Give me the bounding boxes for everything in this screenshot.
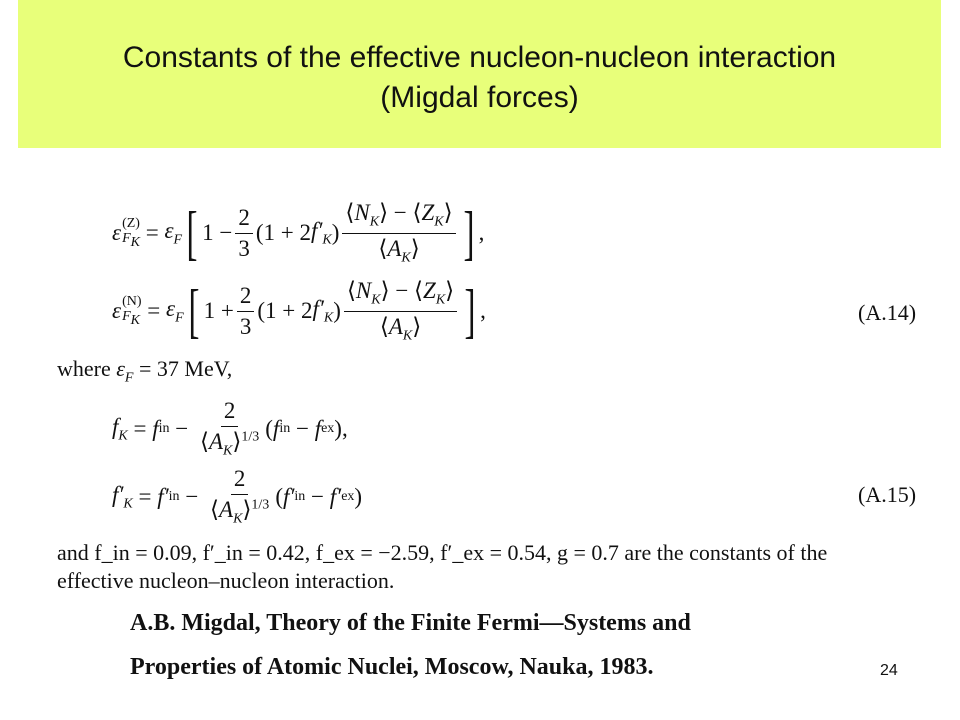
equation-eps-n: ε (N) $F_K$ = $\varepsilon_F$ [ 1 + $\frac{2}{3}$ (1 + 2 $f'_K$ ) $\frac{⟨N_K⟩ - ⟨Z_K⟩}{⟨A_K⟩}$ ] , bbox=[112, 278, 486, 345]
constants-line-2: effective nucleon–nucleon interaction. bbox=[57, 568, 395, 593]
equation-number-a15: (A.15) bbox=[858, 482, 917, 507]
equation-f-k: $f_K$ = f in − $\frac{2}{⟨A_K⟩^{1/3}}$ ( f in − f ex ), bbox=[112, 398, 348, 459]
equation-number-a14: (A.14) bbox=[858, 300, 917, 325]
title-line-2: (Migdal forces) bbox=[380, 81, 579, 114]
slide-title bbox=[18, 38, 941, 118]
where-line: where $\varepsilon_F = 37$ MeV, bbox=[57, 356, 233, 386]
reference-line-1: A.B. Migdal, Theory of the Finite Fermi—Systems and bbox=[130, 610, 691, 636]
reference-line-2: Properties of Atomic Nuclei, Moscow, Nauka, 1983. bbox=[130, 654, 654, 680]
constants-line-1: and f_in = 0.09, f′_in = 0.42, f_ex = −2.59, f′_ex = 0.54, g = 0.7 are the constants of the bbox=[57, 540, 828, 565]
page-number: 24 bbox=[880, 662, 898, 679]
equation-f-prime-k: $f'_K$ = f′ in − $\frac{2}{⟨A_K⟩^{1/3}}$ ( f′ in − f′ ex ) bbox=[112, 466, 363, 527]
equation-eps-z: ε (Z) $F_K$ = $\varepsilon_F$ [ 1 − $\frac{2}{3}$ (1 + 2 $f'_K$ ) $\frac{⟨N_K⟩ - ⟨Z_K⟩}{⟨A_K⟩}$ ] , bbox=[112, 200, 485, 267]
title-line-1: Constants of the effective nucleon-nucleon interaction bbox=[122, 41, 837, 74]
